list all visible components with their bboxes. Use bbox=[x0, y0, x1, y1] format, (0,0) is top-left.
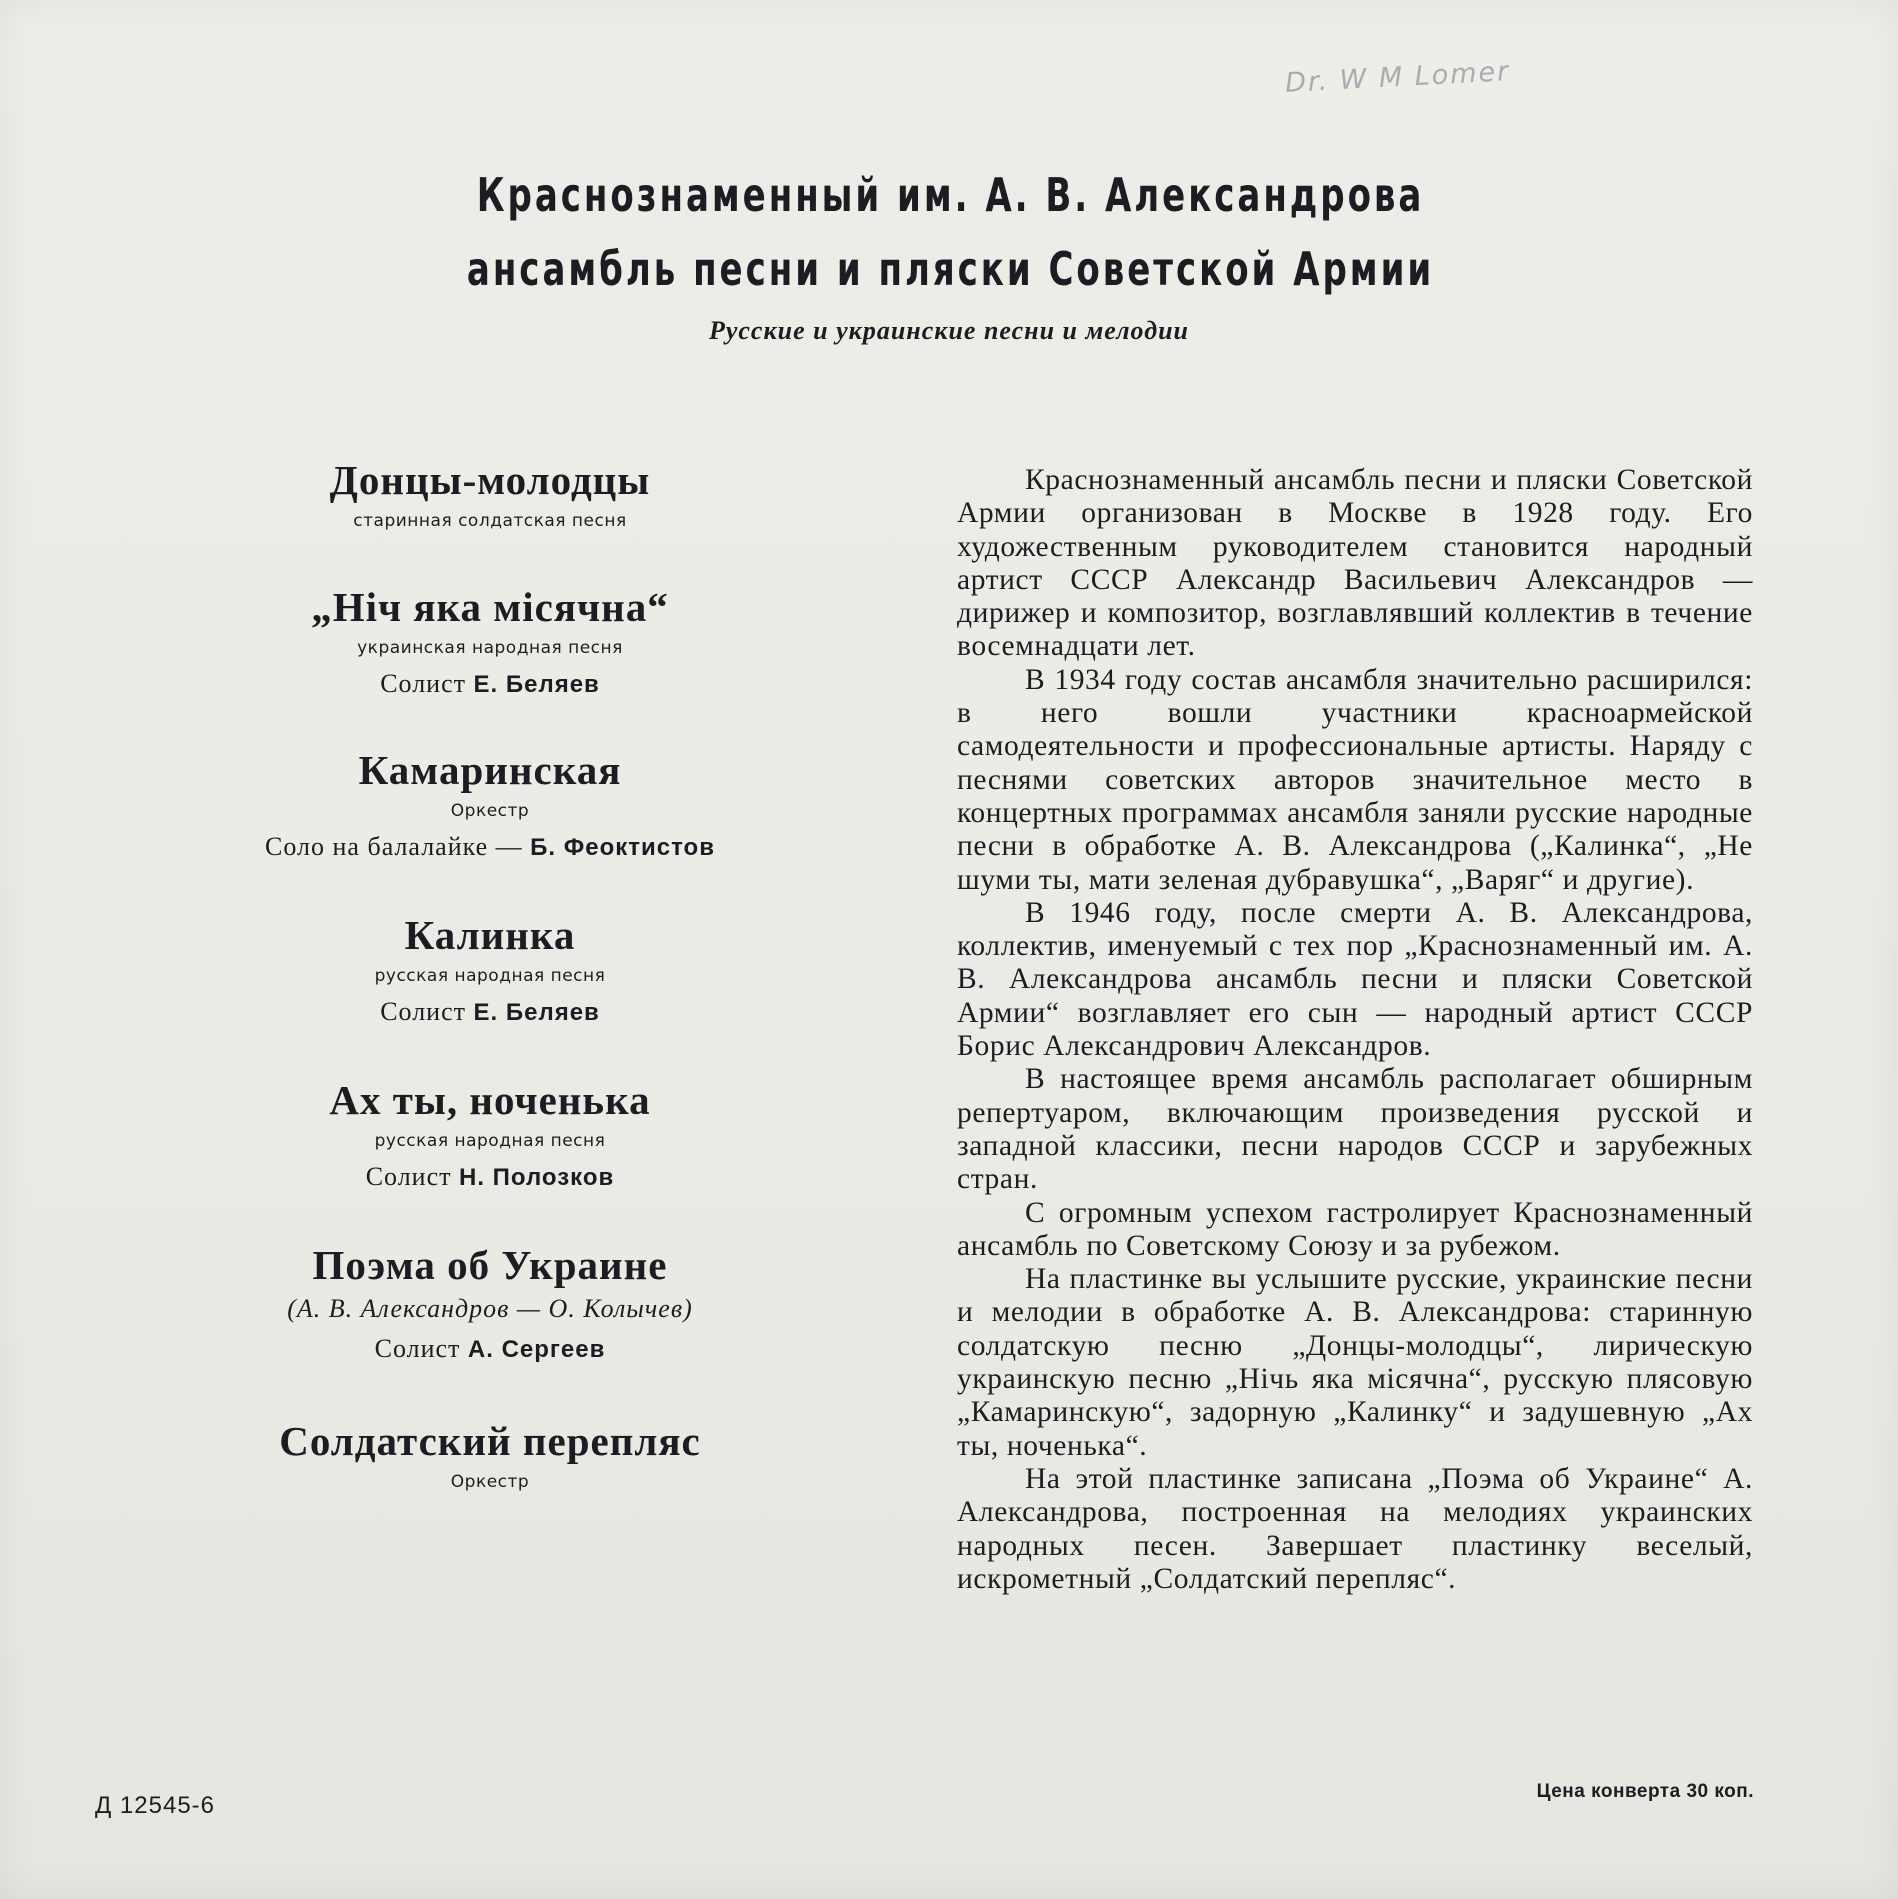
header bbox=[0, 168, 1898, 346]
track-title: Калинка bbox=[404, 912, 576, 958]
track-item bbox=[230, 1077, 750, 1191]
track-description: украинская народная песня bbox=[357, 638, 623, 658]
liner-paragraph: На пластинке вы услышите русские, украинские песни и мелодии в обработке А. В. Александрова: старинную солдатскую песню „Донцы-молодцы“, лирическую украинскую песню „Нічь яка місячна“, русскую плясовую „Камаринскую“, задорную „Калинку“ и задушевную „Ах ты, ноченька“. bbox=[957, 1263, 1753, 1462]
track-item bbox=[230, 747, 750, 861]
soloist-name: Е. Беляев bbox=[473, 999, 600, 1026]
soloist-label: Солист bbox=[374, 1334, 461, 1363]
track-title: Поэма об Украине bbox=[312, 1242, 668, 1288]
soloist-label: Соло на балалайке — bbox=[265, 832, 523, 861]
track-item bbox=[230, 457, 750, 531]
track-item bbox=[230, 912, 750, 1026]
track-description: русская народная песня bbox=[374, 1131, 606, 1151]
track-soloist bbox=[230, 834, 750, 860]
track-item bbox=[230, 1242, 750, 1363]
liner-paragraph: В 1946 году, после смерти А. В. Александрова, коллектив, именуемый с тех пор „Краснознаменный им. А. В. Александрова ансамбль песни и пляски Советской Армии“ возглавляет его сын — народный артист СССР Борис Александрович Александров. bbox=[957, 896, 1753, 1063]
soloist-label: Солист bbox=[380, 997, 466, 1026]
soloist-name: Н. Полозков bbox=[459, 1164, 615, 1191]
liner-notes bbox=[957, 464, 1753, 1596]
track-soloist bbox=[230, 1336, 750, 1362]
liner-paragraph: На этой пластинке записана „Поэма об Украине“ А. Александрова, построенная на мелодиях украинских народных песен. Завершает пластинку веселый, искрометный „Солдатский перепляс“. bbox=[957, 1462, 1753, 1595]
track-title: Донцы-молодцы bbox=[329, 457, 651, 503]
track-item bbox=[230, 584, 750, 698]
sleeve-price: Цена конверта 30 коп. bbox=[1536, 1781, 1754, 1802]
track-title: Солдатский перепляс bbox=[279, 1418, 701, 1464]
soloist-label: Солист bbox=[380, 669, 466, 698]
soloist-name: Б. Феоктистов bbox=[530, 834, 715, 861]
catalog-number: Д 12545-6 bbox=[95, 1792, 215, 1819]
track-title: Камаринская bbox=[358, 747, 622, 793]
track-soloist bbox=[230, 999, 750, 1025]
track-title: „Ніч яка місячна“ bbox=[311, 584, 669, 630]
soloist-label: Солист bbox=[365, 1162, 452, 1191]
handwritten-note: Dr. W M Lomer bbox=[1284, 56, 1511, 99]
liner-paragraph: В настоящее время ансамбль располагает обширным репертуаром, включающим произведения русской и западной классики, песни народов СССР и зарубежных стран. bbox=[957, 1063, 1753, 1196]
track-description: Оркестр bbox=[450, 1472, 530, 1492]
header-title-line-2: ансамбль песни и пляски Советской Армии bbox=[466, 242, 1435, 296]
soloist-name: А. Сергеев bbox=[467, 1336, 606, 1363]
soloist-name: Е. Беляев bbox=[473, 671, 600, 698]
track-description: русская народная песня bbox=[374, 966, 606, 986]
track-authors: (А. В. Александров — О. Колычев) bbox=[287, 1294, 693, 1323]
track-item bbox=[230, 1418, 750, 1492]
track-soloist bbox=[230, 1164, 750, 1190]
header-subtitle: Русские и украинские песни и мелодии bbox=[708, 316, 1190, 345]
header-title-line-1: Краснознаменный им. А. В. Александрова bbox=[476, 168, 1425, 222]
liner-paragraph: В 1934 году состав ансамбля значительно расширился: в него вошли участники красноармейской самодеятельности и профессиональные артисты. Наряду с песнями советских авторов значительное место в концертных программах ансамбля заняли русские народные песни в обработке А. В. Александрова („Калинка“, „Не шуми ты, мати зеленая дубравушка“, „Варяг“ и другие). bbox=[957, 663, 1753, 896]
track-list bbox=[230, 457, 750, 1492]
track-description: Оркестр bbox=[450, 801, 530, 821]
liner-paragraph: Краснознаменный ансамбль песни и пляски Советской Армии организован в Москве в 1928 году. Его художественным руководителем становится народный артист СССР Александр Васильевич Александров — дирижер и композитор, возглавлявший коллектив в течение восемнадцати лет. bbox=[957, 464, 1753, 663]
track-soloist bbox=[230, 671, 750, 697]
liner-paragraph: С огромным успехом гастролирует Краснознаменный ансамбль по Советскому Союзу и за рубежом. bbox=[957, 1196, 1753, 1262]
track-title: Ах ты, ноченька bbox=[329, 1077, 651, 1123]
track-description: старинная солдатская песня bbox=[353, 511, 627, 531]
